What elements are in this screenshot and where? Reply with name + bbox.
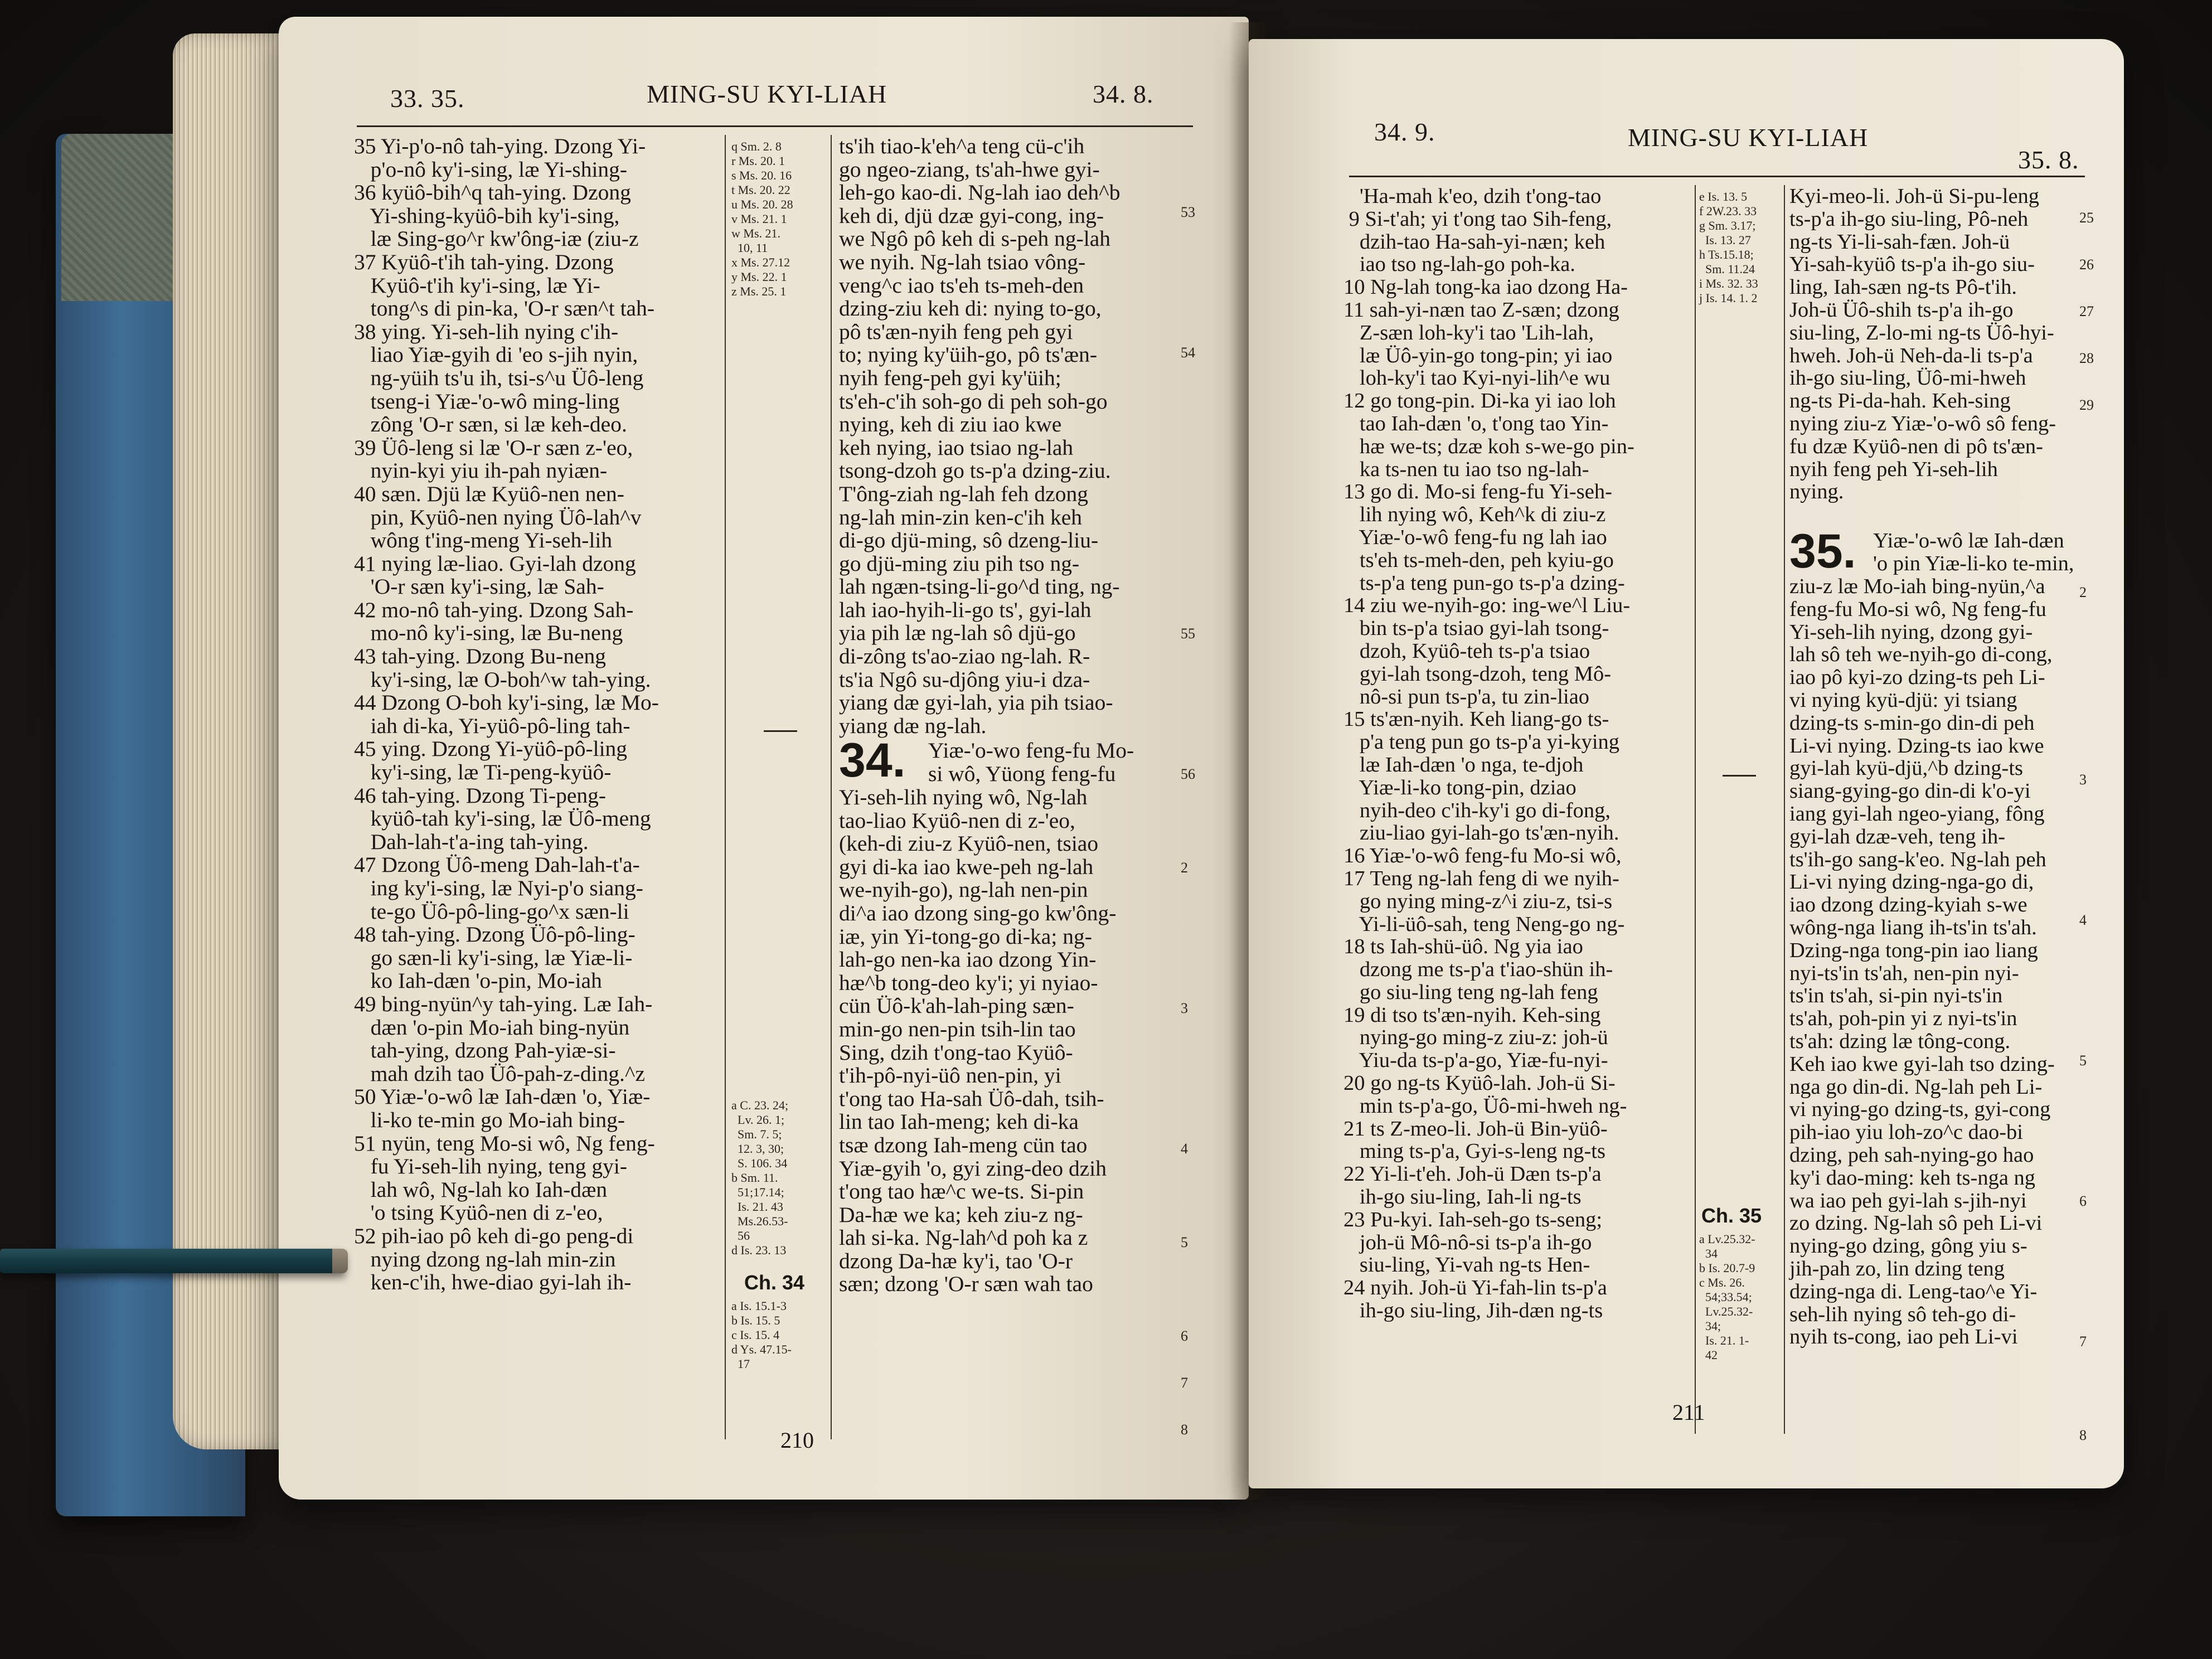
text-line: 14 ziu we-nyih-go: ing-we^l Liu- bbox=[1343, 594, 1631, 618]
left-page bbox=[279, 17, 1249, 1500]
reference-line: h Ts.15.18; bbox=[1699, 248, 1754, 261]
text-line: 44 Dzong O-boh ky'i-sing, læ Mo- bbox=[354, 690, 659, 715]
text-line: yiang dæ ng-lah. bbox=[839, 713, 987, 738]
left-column-2-top bbox=[839, 135, 1120, 738]
text-line: dzing-ziu keh di: nying to-go, bbox=[839, 296, 1102, 321]
text-line: pô ts'æn-nyih feng peh gyi bbox=[839, 319, 1073, 344]
text-line: zo dzing. Ng-lah sô peh Li-vi bbox=[1789, 1211, 2043, 1235]
text-line: T'ông-ziah ng-lah feh dzong bbox=[839, 481, 1088, 506]
text-line: læ Üô-yin-go tong-pin; yi iao bbox=[1343, 343, 1613, 367]
text-line: te-go Üô-pô-ling-go^x sæn-li bbox=[354, 899, 629, 924]
text-line: Sing, dzih t'ong-tao Kyüô- bbox=[839, 1040, 1073, 1065]
page-number: 211 bbox=[1672, 1400, 1705, 1425]
text-line: dzing-nga di. Leng-tao^e Yi- bbox=[1789, 1279, 2038, 1303]
text-line: 18 ts Iah-shü-üô. Ng yia iao bbox=[1343, 935, 1583, 959]
text-line: go sæn-li ky'i-sing, læ Yiæ-li- bbox=[354, 945, 633, 970]
reference-line: f 2W.23. 33 bbox=[1699, 204, 1757, 218]
text-line: di-zông ts'ao-ziao ng-lah. R- bbox=[839, 644, 1090, 669]
text-line: seh-lih nying sô teh-go di- bbox=[1789, 1302, 2016, 1326]
text-line: fu Yi-seh-lih nying, teng gyi- bbox=[354, 1154, 628, 1179]
text-line: ng-yüih ts'u ih, tsi-s^u Üô-leng bbox=[354, 365, 644, 390]
text-line: nyih ts-cong, iao peh Li-vi bbox=[1789, 1325, 2018, 1349]
reference-line: j Is. 14. 1. 2 bbox=[1699, 291, 1758, 305]
text-line: Z-sæn loh-ky'i tao 'Lih-lah, bbox=[1343, 321, 1594, 345]
text-line: ka ts-nen tu iao tso ng-lah- bbox=[1343, 457, 1589, 481]
text-line: gyi-lah tsong-dzoh, teng Mô- bbox=[1343, 662, 1612, 686]
text-line: 47 Dzong Üô-meng Dah-lah-t'a- bbox=[354, 852, 640, 877]
text-line: go ngeo-ziang, ts'ah-hwe gyi- bbox=[839, 157, 1100, 182]
text-line: t'ong tao hæ^c we-ts. Si-pin bbox=[839, 1179, 1084, 1204]
text-line: Yiæ-'o-wô læ Iah-dæn bbox=[1873, 529, 2064, 552]
text-line: iao pô kyi-zo dzing-ts peh Li- bbox=[1789, 666, 2045, 690]
text-line: ts'eh-c'ih soh-go di peh soh-go bbox=[839, 389, 1108, 414]
text-line: t'ong tao Ha-sah Üô-dah, tsih- bbox=[839, 1086, 1104, 1111]
chapter-number: 35. bbox=[1789, 525, 1856, 578]
text-line: 49 bing-nyün^y tah-ying. Læ Iah- bbox=[354, 991, 653, 1016]
text-line: iah di-ka, Yi-yüô-pô-ling tah- bbox=[354, 713, 630, 738]
right-column-1 bbox=[1343, 185, 1634, 1322]
reference-line: x Ms. 27.12 bbox=[731, 255, 790, 269]
right-header-chapter: 34. 9. bbox=[1374, 118, 1435, 146]
text-line: siu-ling, Yi-vah ng-ts Hen- bbox=[1343, 1253, 1590, 1277]
text-line: 48 tah-ying. Dzong Üô-pô-ling- bbox=[354, 922, 636, 947]
reference-line: 34; bbox=[1699, 1319, 1721, 1333]
cross-references bbox=[731, 1299, 792, 1371]
column-divider bbox=[1784, 185, 1785, 1434]
text-line: lah iao-hyih-li-go ts', gyi-lah bbox=[839, 597, 1092, 622]
text-line: Dzing-nga tong-pin iao liang bbox=[1789, 938, 2038, 962]
text-line: vi nying-go dzing-ts, gyi-cong bbox=[1789, 1098, 2051, 1122]
reference-line: y Ms. 22. 1 bbox=[731, 270, 787, 284]
text-line: vi nying kyü-djü: yi tsiang bbox=[1789, 688, 2017, 712]
reference-line: c Is. 15. 4 bbox=[731, 1328, 780, 1342]
text-line: 22 Yi-li-t'eh. Joh-ü Dæn ts-p'a bbox=[1343, 1162, 1602, 1186]
text-line: wông t'ing-meng Yi-seh-lih bbox=[354, 528, 613, 553]
chapter-first-lines bbox=[1873, 530, 2074, 575]
reference-line: 17 bbox=[731, 1357, 750, 1371]
text-line: pih-iao yiu loh-zo^c dao-bi bbox=[1789, 1120, 2023, 1144]
text-line: ming ts-p'a, Gyi-s-leng ng-ts bbox=[1343, 1139, 1605, 1163]
text-line: gyi di-ka iao kwe-peh ng-lah bbox=[839, 854, 1094, 879]
text-line: 45 ying. Dzong Yi-yüô-pô-ling bbox=[354, 736, 628, 761]
left-header-title: MING-SU KYI-LIAH bbox=[647, 80, 887, 108]
text-line: min ts-p'a-go, Üô-mi-hweh ng- bbox=[1343, 1094, 1627, 1118]
reference-line: e Is. 13. 5 bbox=[1699, 190, 1748, 203]
text-line: 51 nyün, teng Mo-si wô, Ng feng- bbox=[354, 1131, 655, 1156]
text-line: 36 kyüô-bih^q tah-ying. Dzong bbox=[354, 180, 631, 205]
reference-line: 42 bbox=[1699, 1348, 1718, 1362]
text-line: nyih feng peh Yi-seh-lih bbox=[1789, 457, 1998, 481]
reference-line: a C. 23. 24; bbox=[731, 1098, 789, 1112]
reference-line: 54;33.54; bbox=[1699, 1290, 1752, 1304]
text-line: fu dzæ Kyüô-nen di pô ts'æn- bbox=[1789, 434, 2043, 458]
text-line: 'o pin Yiæ-li-ko te-min, bbox=[1873, 551, 2074, 575]
text-line: gyi-lah dzæ-veh, teng ih- bbox=[1789, 824, 2006, 848]
header-rule bbox=[1349, 176, 2085, 177]
text-line: Da-hæ we ka; keh ziu-z ng- bbox=[839, 1202, 1083, 1227]
text-line: 15 ts'æn-nyih. Keh liang-go ts- bbox=[1343, 707, 1609, 731]
text-line: læ Iah-dæn 'o nga, te-djoh bbox=[1343, 753, 1584, 777]
text-line: lah si-ka. Ng-lah^d poh ka z bbox=[839, 1225, 1088, 1250]
text-line: we-nyih-go), ng-lah nen-pin bbox=[839, 877, 1088, 903]
text-line: 21 ts Z-meo-li. Joh-ü Bin-yüô- bbox=[1343, 1117, 1608, 1141]
text-line: 23 Pu-kyi. Iah-seh-go ts-seng; bbox=[1343, 1207, 1603, 1231]
text-line: tseng-i Yiæ-'o-wô ming-ling bbox=[354, 389, 620, 414]
text-line: dzing-ts s-min-go din-di peh bbox=[1789, 711, 2035, 735]
text-line: si wô, Yüong feng-fu bbox=[928, 761, 1116, 786]
text-line: liao Yiæ-gyih di 'eo s-jih nyin, bbox=[354, 342, 638, 367]
text-line: to; nying ky'üih-go, pô ts'æn- bbox=[839, 342, 1098, 367]
text-line: kyüô-tah ky'i-sing, læ Üô-meng bbox=[354, 806, 651, 831]
cross-references bbox=[731, 1098, 788, 1258]
reference-line: Lv.25.32- bbox=[1699, 1304, 1753, 1318]
reference-line: Sm. 11.24 bbox=[1699, 262, 1755, 276]
text-line: ih-go siu-ling, Jih-dæn ng-ts bbox=[1343, 1299, 1603, 1323]
text-line: ih-go siu-ling, Üô-mi-hweh bbox=[1789, 366, 2026, 390]
chapter-label: Ch. 35 bbox=[1701, 1204, 1762, 1227]
text-line: cün Üô-k'ah-lah-ping sæn- bbox=[839, 993, 1074, 1018]
text-line: hweh. Joh-ü Neh-da-li ts-p'a bbox=[1789, 343, 2033, 367]
reference-line: Sm. 7. 5; bbox=[731, 1127, 782, 1141]
reference-line: a Lv.25.32- bbox=[1699, 1232, 1755, 1246]
text-line: Yi-sah-kyüô ts-p'a ih-go siu- bbox=[1789, 253, 2035, 276]
text-line: lah ngæn-tsing-li-go^d ting, ng- bbox=[839, 574, 1120, 599]
reference-line: Is. 21. 1- bbox=[1699, 1333, 1749, 1347]
text-line: 50 Yiæ-'o-wô læ Iah-dæn 'o, Yiæ- bbox=[354, 1084, 651, 1109]
cross-references bbox=[1699, 190, 1758, 305]
text-line: yiang dæ gyi-lah, yia pih tsiao- bbox=[839, 690, 1113, 715]
column-divider bbox=[725, 135, 726, 1439]
text-line: 46 tah-ying. Dzong Ti-peng- bbox=[354, 783, 607, 808]
text-line: gyi-lah kyü-djü,^b dzing-ts bbox=[1789, 756, 2024, 780]
text-line: Yi-shing-kyüô-bih ky'i-sing, bbox=[354, 203, 620, 228]
text-line: 16 Yiæ-'o-wô feng-fu Mo-si wô, bbox=[1343, 844, 1622, 868]
text-line: bin ts-p'a tsiao gyi-lah tsong- bbox=[1343, 617, 1609, 641]
text-line: mo-nô ky'i-sing, læ Bu-neng bbox=[354, 620, 623, 646]
text-line: nying ziu-z Yiæ-'o-wô sô feng- bbox=[1789, 411, 2056, 435]
text-line: ing ky'i-sing, læ Nyi-p'o siang- bbox=[354, 876, 643, 900]
text-line: 38 ying. Yi-seh-lih nying c'ih- bbox=[354, 319, 619, 344]
right-column-2-bottom bbox=[1789, 575, 2055, 1348]
text-line: ko Iah-dæn 'o-pin, Mo-iah bbox=[354, 968, 602, 993]
text-line: 17 Teng ng-lah feng di we nyih- bbox=[1343, 866, 1619, 890]
text-line: loh-ky'i tao Kyi-nyi-lih^e wu bbox=[1343, 366, 1611, 390]
text-line: iang gyi-lah ngeo-yiang, fông bbox=[1789, 802, 2045, 826]
text-line: Kyi-meo-li. Joh-ü Si-pu-leng bbox=[1789, 185, 2040, 208]
text-line: 39 Üô-leng si læ 'O-r sæn z-'eo, bbox=[354, 435, 633, 460]
text-line: ng-lah min-zin ken-c'ih keh bbox=[839, 505, 1082, 530]
cross-references bbox=[1699, 1232, 1755, 1362]
reference-line: a Is. 15.1-3 bbox=[731, 1299, 787, 1313]
reference-line: b Is. 20.7-9 bbox=[1699, 1261, 1755, 1275]
right-column-2-top bbox=[1789, 185, 2056, 503]
text-line: we nyih. Ng-lah tsiao vông- bbox=[839, 249, 1086, 274]
text-line: 10 Ng-lah tong-ka iao dzong Ha- bbox=[1343, 275, 1628, 299]
text-line: ky'i-sing, læ O-boh^w tah-ying. bbox=[354, 667, 651, 692]
reference-line: c Ms. 26. bbox=[1699, 1275, 1745, 1289]
text-line: p'o-nô ky'i-sing, læ Yi-shing- bbox=[354, 157, 628, 182]
text-line: 40 sæn. Djü læ Kyüô-nen nen- bbox=[354, 481, 624, 506]
chapter-label: Ch. 34 bbox=[744, 1271, 805, 1294]
text-line: 35 Yi-p'o-nô tah-ying. Dzong Yi- bbox=[354, 134, 646, 158]
reference-line: 56 bbox=[731, 1229, 750, 1243]
column-divider bbox=[831, 135, 832, 1439]
reference-line: u Ms. 20. 28 bbox=[731, 197, 793, 211]
text-line: siang-gying-go din-di k'o-yi bbox=[1789, 779, 2031, 803]
text-line: 'o tsing Kyüô-nen di z-'eo, bbox=[354, 1200, 603, 1225]
reference-line: b Is. 15. 5 bbox=[731, 1313, 780, 1327]
text-line: Yiu-da ts-p'a-go, Yiæ-fu-nyi- bbox=[1343, 1049, 1608, 1073]
text-line: lah-go nen-ka iao dzong Yin- bbox=[839, 947, 1097, 972]
text-line: nga go din-di. Ng-lah peh Li- bbox=[1789, 1075, 2043, 1099]
text-line: yia pih læ ng-lah sô djü-go bbox=[839, 620, 1076, 646]
text-line: ts-p'a ih-go siu-ling, Pô-neh bbox=[1789, 207, 2029, 231]
text-line: dzing, peh sah-nying-go hao bbox=[1789, 1143, 2034, 1167]
right-page bbox=[1249, 39, 2124, 1488]
text-line: dzong me ts-p'a t'iao-shün ih- bbox=[1343, 958, 1613, 982]
reference-line: q Sm. 2. 8 bbox=[731, 139, 782, 153]
text-line: 9 Si-t'ah; yi t'ong tao Sih-feng, bbox=[1343, 207, 1612, 231]
text-line: hæ^b tong-deo ky'i; yi nyiao- bbox=[839, 970, 1098, 995]
text-line: tah-ying, dzong Pah-yiæ-si- bbox=[354, 1038, 616, 1063]
text-line: nying-go ming-z ziu-z: joh-ü bbox=[1343, 1026, 1608, 1050]
text-line: Yiæ-'o-wô feng-fu ng lah iao bbox=[1343, 525, 1607, 549]
reference-line: 51;17.14; bbox=[731, 1185, 784, 1199]
text-line: li-ko te-min go Mo-iah bing- bbox=[354, 1107, 625, 1132]
text-line: p'a teng pun go ts-p'a yi-kying bbox=[1343, 730, 1620, 754]
text-line: sæn; dzong 'O-r sæn wah tao bbox=[839, 1272, 1093, 1297]
text-line: joh-ü Mô-nô-si ts-p'a ih-go bbox=[1343, 1230, 1592, 1254]
text-line: Yiæ-li-ko tong-pin, dziao bbox=[1343, 775, 1576, 799]
left-column-1 bbox=[354, 135, 659, 1294]
text-line: iao tso ng-lah-go poh-ka. bbox=[1343, 253, 1575, 276]
text-line: (keh-di ziu-z Kyüô-nen, tsiao bbox=[839, 831, 1099, 856]
reference-line: r Ms. 20. 1 bbox=[731, 154, 785, 168]
text-line: læ Sing-go^r kw'ông-iæ (ziu-z bbox=[354, 226, 639, 251]
text-line: lih nying wô, Keh^k di ziu-z bbox=[1343, 503, 1606, 527]
reference-line: Is. 13. 27 bbox=[1699, 233, 1751, 247]
text-line: 19 di tso ts'æn-nyih. Keh-sing bbox=[1343, 1003, 1601, 1027]
text-line: iao dzong dzing-kyiah s-we bbox=[1789, 893, 2027, 917]
reference-line: S. 106. 34 bbox=[731, 1156, 788, 1170]
text-line: t'ih-pô-nyi-üô nen-pin, yi bbox=[839, 1063, 1061, 1088]
text-line: zông 'O-r sæn, si læ keh-deo. bbox=[354, 412, 627, 437]
text-line: tsæ dzong Iah-meng cün tao bbox=[839, 1132, 1088, 1157]
text-line: nyih-deo c'ih-ky'i go di-fong, bbox=[1343, 798, 1611, 822]
text-line: nyi-ts'in ts'ah, nen-pin nyi- bbox=[1789, 961, 2019, 985]
column-divider bbox=[1695, 185, 1696, 1434]
text-line: keh di, djü dzæ gyi-cong, ing- bbox=[839, 203, 1104, 228]
text-line: Yi-seh-lih nying, dzong gyi- bbox=[1789, 620, 2033, 644]
text-line: Yi-seh-lih nying wô, Ng-lah bbox=[839, 785, 1088, 809]
text-line: lah wô, Ng-lah ko Iah-dæn bbox=[354, 1177, 608, 1202]
text-line: Kyüô-t'ih ky'i-sing, læ Yi- bbox=[354, 273, 600, 298]
text-line: go siu-ling teng ng-lah feng bbox=[1343, 980, 1598, 1004]
text-line: ling, Iah-sæn ng-ts Pô-t'ih. bbox=[1789, 275, 2017, 299]
reference-line: Is. 21. 43 bbox=[731, 1200, 783, 1214]
text-line: nyin-kyi yiu ih-pah nyiæn- bbox=[354, 458, 608, 483]
text-line: ts'eh ts-meh-den, peh kyiu-go bbox=[1343, 548, 1614, 572]
left-header-verse: 34. 8. bbox=[1093, 80, 1154, 108]
text-line: min-go nen-pin tsih-lin tao bbox=[839, 1016, 1076, 1041]
cross-references bbox=[731, 139, 793, 299]
text-line: nying. bbox=[1789, 480, 1844, 504]
text-line: Dah-lah-t'a-ing tah-ying. bbox=[354, 829, 589, 854]
reference-line: 12. 3, 30; bbox=[731, 1142, 784, 1156]
text-line: wa iao peh gyi-lah s-jih-nyi bbox=[1789, 1189, 2027, 1212]
text-line: nying-go dzing, gông yiu s- bbox=[1789, 1234, 2027, 1258]
text-line: nô-si pun ts-p'a, tu zin-liao bbox=[1343, 685, 1590, 709]
text-line: ts'ih-go sang-k'eo. Ng-lah peh bbox=[1789, 847, 2046, 871]
text-line: Li-vi nying. Dzing-ts iao kwe bbox=[1789, 734, 2044, 758]
reference-line: v Ms. 21. 1 bbox=[731, 212, 787, 226]
left-header-chapter: 33. 35. bbox=[390, 84, 465, 113]
reference-line: t Ms. 20. 22 bbox=[731, 183, 790, 197]
text-line: ts'ah: dzing læ tông-cong. bbox=[1789, 1029, 2011, 1053]
text-line: 13 go di. Mo-si feng-fu Yi-seh- bbox=[1343, 480, 1612, 504]
text-line: ziu-z læ Mo-iah bing-nyün,^a bbox=[1789, 575, 2045, 598]
verse-margin-numbers: 53 54 55 56 2 3 4 5 6 7 8 bbox=[1181, 204, 1195, 1438]
reference-line: 10, 11 bbox=[731, 241, 768, 255]
text-line: lah sô teh we-nyih-go di-cong, bbox=[1789, 643, 2053, 667]
text-line: tsong-dzoh go ts-p'a dzing-ziu. bbox=[839, 458, 1111, 483]
text-line: Joh-ü Üô-shih ts-p'a ih-go bbox=[1789, 298, 2014, 322]
verse-margin-numbers: 25 26 27 28 29 2 3 4 5 6 7 8 bbox=[2079, 210, 2094, 1443]
text-line: tao-liao Kyüô-nen di z-'eo, bbox=[839, 808, 1075, 833]
text-line: pin, Kyüô-nen nying Üô-lah^v bbox=[354, 505, 642, 530]
text-line: ng-ts Pi-da-hah. Keh-sing bbox=[1789, 389, 2011, 413]
pencil bbox=[0, 1249, 346, 1273]
text-line: 37 Kyüô-t'ih tah-ying. Dzong bbox=[354, 249, 614, 274]
left-column-2-bottom bbox=[839, 786, 1116, 1296]
reference-line: b Sm. 11. bbox=[731, 1171, 778, 1185]
reference-line: g Sm. 3.17; bbox=[1699, 219, 1756, 232]
reference-line: Lv. 26. 1; bbox=[731, 1113, 785, 1127]
pencil-tip bbox=[332, 1249, 348, 1273]
text-line: 42 mo-nô tah-ying. Dzong Sah- bbox=[354, 597, 634, 622]
chapter-number: 34. bbox=[839, 734, 906, 787]
text-line: jih-pah zo, lin dzing teng bbox=[1789, 1257, 2005, 1280]
text-line: nying dzong ng-lah min-zin bbox=[354, 1246, 616, 1272]
text-line: di^a iao dzong sing-go kw'ông- bbox=[839, 900, 1117, 925]
header-rule bbox=[357, 125, 1193, 127]
text-line: feng-fu Mo-si wô, Ng feng-fu bbox=[1789, 597, 2046, 621]
text-line: ts'ah, poh-pin yi z nyi-ts'in bbox=[1789, 1007, 2017, 1031]
text-line: ts'in ts'ah, si-pin nyi-ts'in bbox=[1789, 984, 2003, 1008]
text-line: dæn 'o-pin Mo-iah bing-nyün bbox=[354, 1015, 630, 1040]
text-line: 20 go ng-ts Kyüô-lah. Joh-ü Si- bbox=[1343, 1071, 1616, 1095]
text-line: tong^s di pin-ka, 'O-r sæn^t tah- bbox=[354, 296, 654, 321]
text-line: di-go djü-ming, sô dzeng-liu- bbox=[839, 528, 1099, 553]
text-line: mah dzih tao Üô-pah-z-ding.^z bbox=[354, 1061, 645, 1086]
text-line: Keh iao kwe gyi-lah tso dzing- bbox=[1789, 1052, 2055, 1076]
reference-line: s Ms. 20. 16 bbox=[731, 168, 792, 182]
right-header-verse: 35. 8. bbox=[2018, 145, 2079, 174]
text-line: tao Iah-dæn 'o, t'ong tao Yin- bbox=[1343, 411, 1609, 435]
right-header-title: MING-SU KYI-LIAH bbox=[1628, 123, 1869, 152]
text-line: ken-c'ih, hwe-diao gyi-lah ih- bbox=[354, 1270, 632, 1295]
text-line: dzoh, Kyüô-teh ts-p'a tsiao bbox=[1343, 639, 1590, 663]
text-line: dzih-tao Ha-sah-yi-næn; keh bbox=[1343, 230, 1605, 254]
text-line: nyih feng-peh gyi ky'üih; bbox=[839, 365, 1061, 390]
text-line: leh-go kao-di. Ng-lah iao deh^b bbox=[839, 180, 1120, 205]
text-line: 41 nying læ-liao. Gyi-lah dzong bbox=[354, 551, 636, 576]
text-line: lin tao Iah-meng; keh di-ka bbox=[839, 1109, 1079, 1134]
text-line: nying, keh di ziu iao kwe bbox=[839, 412, 1062, 437]
text-line: we Ngô pô keh di s-peh ng-lah bbox=[839, 226, 1111, 251]
text-line: hæ we-ts; dzæ koh s-we-go pin- bbox=[1343, 434, 1634, 458]
dash-separator bbox=[1723, 775, 1756, 777]
text-line: Yiæ-'o-wo feng-fu Mo- bbox=[928, 738, 1134, 763]
text-line: ziu-liao gyi-lah-go ts'æn-nyih. bbox=[1343, 821, 1619, 845]
text-line: 52 pih-iao pô keh di-go peng-di bbox=[354, 1223, 634, 1248]
reference-line: 34 bbox=[1699, 1246, 1718, 1260]
text-line: ky'i dao-ming: keh ts-nga ng bbox=[1789, 1166, 2036, 1190]
reference-line: w Ms. 21. bbox=[731, 226, 781, 240]
text-line: ts'ia Ngô su-djông yiu-i dza- bbox=[839, 667, 1090, 692]
text-line: 24 nyih. Joh-ü Yi-fah-lin ts-p'a bbox=[1343, 1276, 1607, 1300]
text-line: go nying ming-z^i ziu-z, tsi-s bbox=[1343, 889, 1613, 913]
text-line: ts-p'a teng pun-go ts-p'a dzing- bbox=[1343, 571, 1625, 595]
text-line: ih-go siu-ling, Iah-li ng-ts bbox=[1343, 1185, 1582, 1209]
page-number: 210 bbox=[780, 1428, 814, 1453]
text-line: ky'i-sing, læ Ti-peng-kyüô- bbox=[354, 760, 612, 785]
text-line: siu-ling, Z-lo-mi ng-ts Üô-hyi- bbox=[1789, 321, 2054, 345]
dash-separator bbox=[764, 730, 797, 732]
text-line: Yiæ-gyih 'o, gyi zing-deo dzih bbox=[839, 1156, 1107, 1181]
text-line: Li-vi nying dzing-nga-go di, bbox=[1789, 870, 2034, 894]
text-line: 43 tah-ying. Dzong Bu-neng bbox=[354, 644, 606, 669]
text-line: wông-nga liang ih-ts'in ts'ah. bbox=[1789, 915, 2037, 939]
text-line: 12 go tong-pin. Di-ka yi iao loh bbox=[1343, 389, 1616, 413]
chapter-first-lines bbox=[928, 739, 1134, 785]
reference-line: i Ms. 32. 33 bbox=[1699, 276, 1758, 290]
text-line: 11 sah-yi-næn tao Z-sæn; dzong bbox=[1343, 298, 1619, 322]
text-line: 'Ha-mah k'eo, dzih t'ong-tao bbox=[1343, 185, 1602, 208]
text-line: go djü-ming ziu pih tso ng- bbox=[839, 551, 1080, 576]
reference-line: z Ms. 25. 1 bbox=[731, 284, 787, 298]
text-line: iæ, yin Yi-tong-go di-ka; ng- bbox=[839, 924, 1092, 949]
text-line: ng-ts Yi-li-sah-fæn. Joh-ü bbox=[1789, 230, 2010, 254]
reference-line: d Is. 23. 13 bbox=[731, 1243, 787, 1257]
reference-line: d Ys. 47.15- bbox=[731, 1342, 792, 1356]
text-line: Yi-li-üô-sah, teng Neng-go ng- bbox=[1343, 912, 1625, 936]
reference-line: Ms.26.53- bbox=[731, 1214, 788, 1228]
text-line: 'O-r sæn ky'i-sing, læ Sah- bbox=[354, 574, 604, 599]
text-line: ts'ih tiao-k'eh^a teng cü-c'ih bbox=[839, 134, 1085, 158]
text-line: veng^c iao ts'eh ts-meh-den bbox=[839, 273, 1084, 298]
text-line: keh nying, iao tsiao ng-lah bbox=[839, 435, 1074, 460]
text-line: dzong Da-hæ ky'i, tao 'O-r bbox=[839, 1248, 1073, 1273]
